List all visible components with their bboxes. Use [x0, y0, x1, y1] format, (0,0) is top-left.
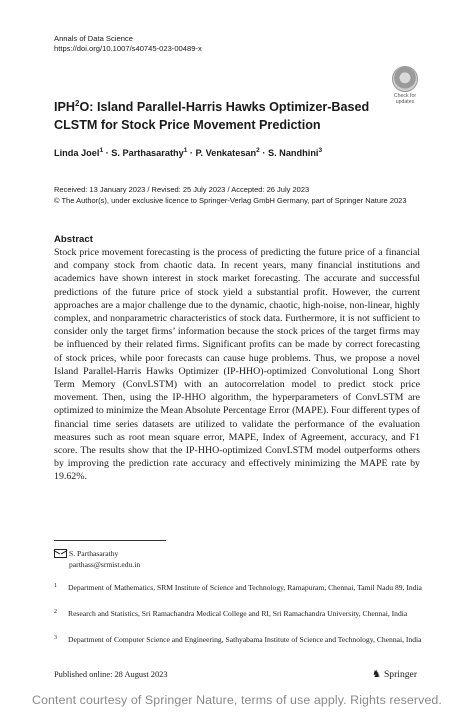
badge-line1: Check for: [393, 93, 417, 99]
affiliation-item: [54, 583, 424, 594]
corresponding-author-name: S. Parthasarathy: [69, 549, 119, 558]
affiliation-item: [54, 609, 424, 620]
affiliation-number: 3: [54, 635, 57, 641]
article-history: [54, 185, 407, 206]
corresponding-author-email[interactable]: parthass@srmist.edu.in: [69, 559, 141, 569]
affiliation-number: 1: [54, 583, 57, 589]
published-date: Published online: 28 August 2023: [54, 670, 168, 679]
footnote-divider: [54, 540, 166, 541]
envelope-icon: [54, 549, 67, 558]
author-affiliation-mark: 1: [183, 147, 188, 154]
check-updates-icon: [392, 66, 418, 92]
doi-link[interactable]: https://doi.org/10.1007/s40745-023-00489-x: [54, 44, 202, 53]
journal-name: Annals of Data Science: [54, 34, 133, 43]
abstract-heading: Abstract: [54, 234, 93, 245]
title-superscript: 2: [75, 99, 80, 108]
author-separator: ·: [103, 148, 112, 158]
title-part2: O: Island Parallel-Harris Hawks Optimizer-Based CLSTM for Stock Price Movement Prediction: [54, 100, 370, 132]
affiliation-item: [54, 635, 424, 646]
badge-line2: updates: [395, 99, 415, 105]
author-separator: ·: [187, 148, 196, 158]
author-name[interactable]: S. Parthasarathy: [111, 148, 184, 158]
affiliation-text: Department of Computer Science and Engineering, Sathyabama Institute of Science and Technology, Chennai, India: [68, 635, 422, 644]
author-name[interactable]: S. Nandhini: [267, 148, 319, 158]
author-affiliation-mark: 2: [256, 147, 260, 154]
corresponding-author: [54, 549, 141, 569]
springer-logo: [372, 669, 417, 680]
journal-header: [54, 34, 202, 54]
history-dates: Received: 13 January 2023 / Revised: 25 July 2023 / Accepted: 26 July 2023: [54, 185, 310, 194]
affiliation-number: 2: [54, 609, 57, 615]
affiliation-text: Research and Statistics, Sri Ramachandra Medical College and RI, Sri Ramachandra University, Chennai, India: [68, 609, 408, 618]
publisher-name: Springer: [383, 669, 418, 680]
author-name[interactable]: P. Venkatesan: [195, 148, 257, 158]
springer-horse-icon: ♞: [372, 669, 381, 680]
paper-title: [54, 98, 414, 134]
author-name[interactable]: Linda Joel: [54, 148, 100, 158]
abstract-text: Stock price movement forecasting is the process of predicting the future price of a financial and company stock from chaotic data. In recent years, many financial institutions and academics have shown interest in stock market forecasting. The accurate and successful predictions of the future price of stock yield a substantial profit. However, the current approaches are a major challenge due to the dynamic, chaotic, high-noise, non-linear, highly complex, and nonparametric characteristics of stock data. Furthermore, it is not sufficient to consider only the target firms’ information because the stock prices of the target firms may be influenced by their related firms. Significant profits can be made by correct forecasting of stock prices, while poor forecasts can cause huge problems. Thus, we propose a novel Island Parallel-Harris Hawks Optimizer (IP-HHO)-optimized Convolutional Long Short Term Memory (ConvLSTM) with an autocorrelation model to predict stock price movement. Then, using the IP-HHO algorithm, the hyperparameters of ConvLSTM are optimized to minimize the Mean Absolute Percentage Error (MAPE). Four different types of financial time series datasets are utilized to validate the performance of the evaluation measures such as root mean square error, MAPE, Index of Agreement, accuracy, and F1 score. The results show that the IP-HHO-optimized ConvLSTM model outperforms others by improving the prediction rate accuracy and effectively minimizing the MAPE rate by 19.62%.: [54, 247, 420, 483]
author-affiliation-mark: 1: [99, 147, 104, 154]
author-separator: ·: [259, 148, 268, 158]
affiliation-text: Department of Mathematics, SRM Institute of Science and Technology, Ramapuram, Chennai, Tamil Nadu 89, India: [68, 583, 422, 592]
title-part1: IPH: [54, 100, 75, 114]
author-affiliation-mark: 3: [318, 147, 323, 154]
copyright-line: © The Author(s), under exclusive licence to Springer-Verlag GmbH Germany, part of Springer Nature 2023: [54, 195, 407, 205]
copyright-footer: Content courtesy of Springer Nature, terms of use apply. Rights reserved.: [32, 693, 442, 707]
author-list: [54, 148, 322, 158]
